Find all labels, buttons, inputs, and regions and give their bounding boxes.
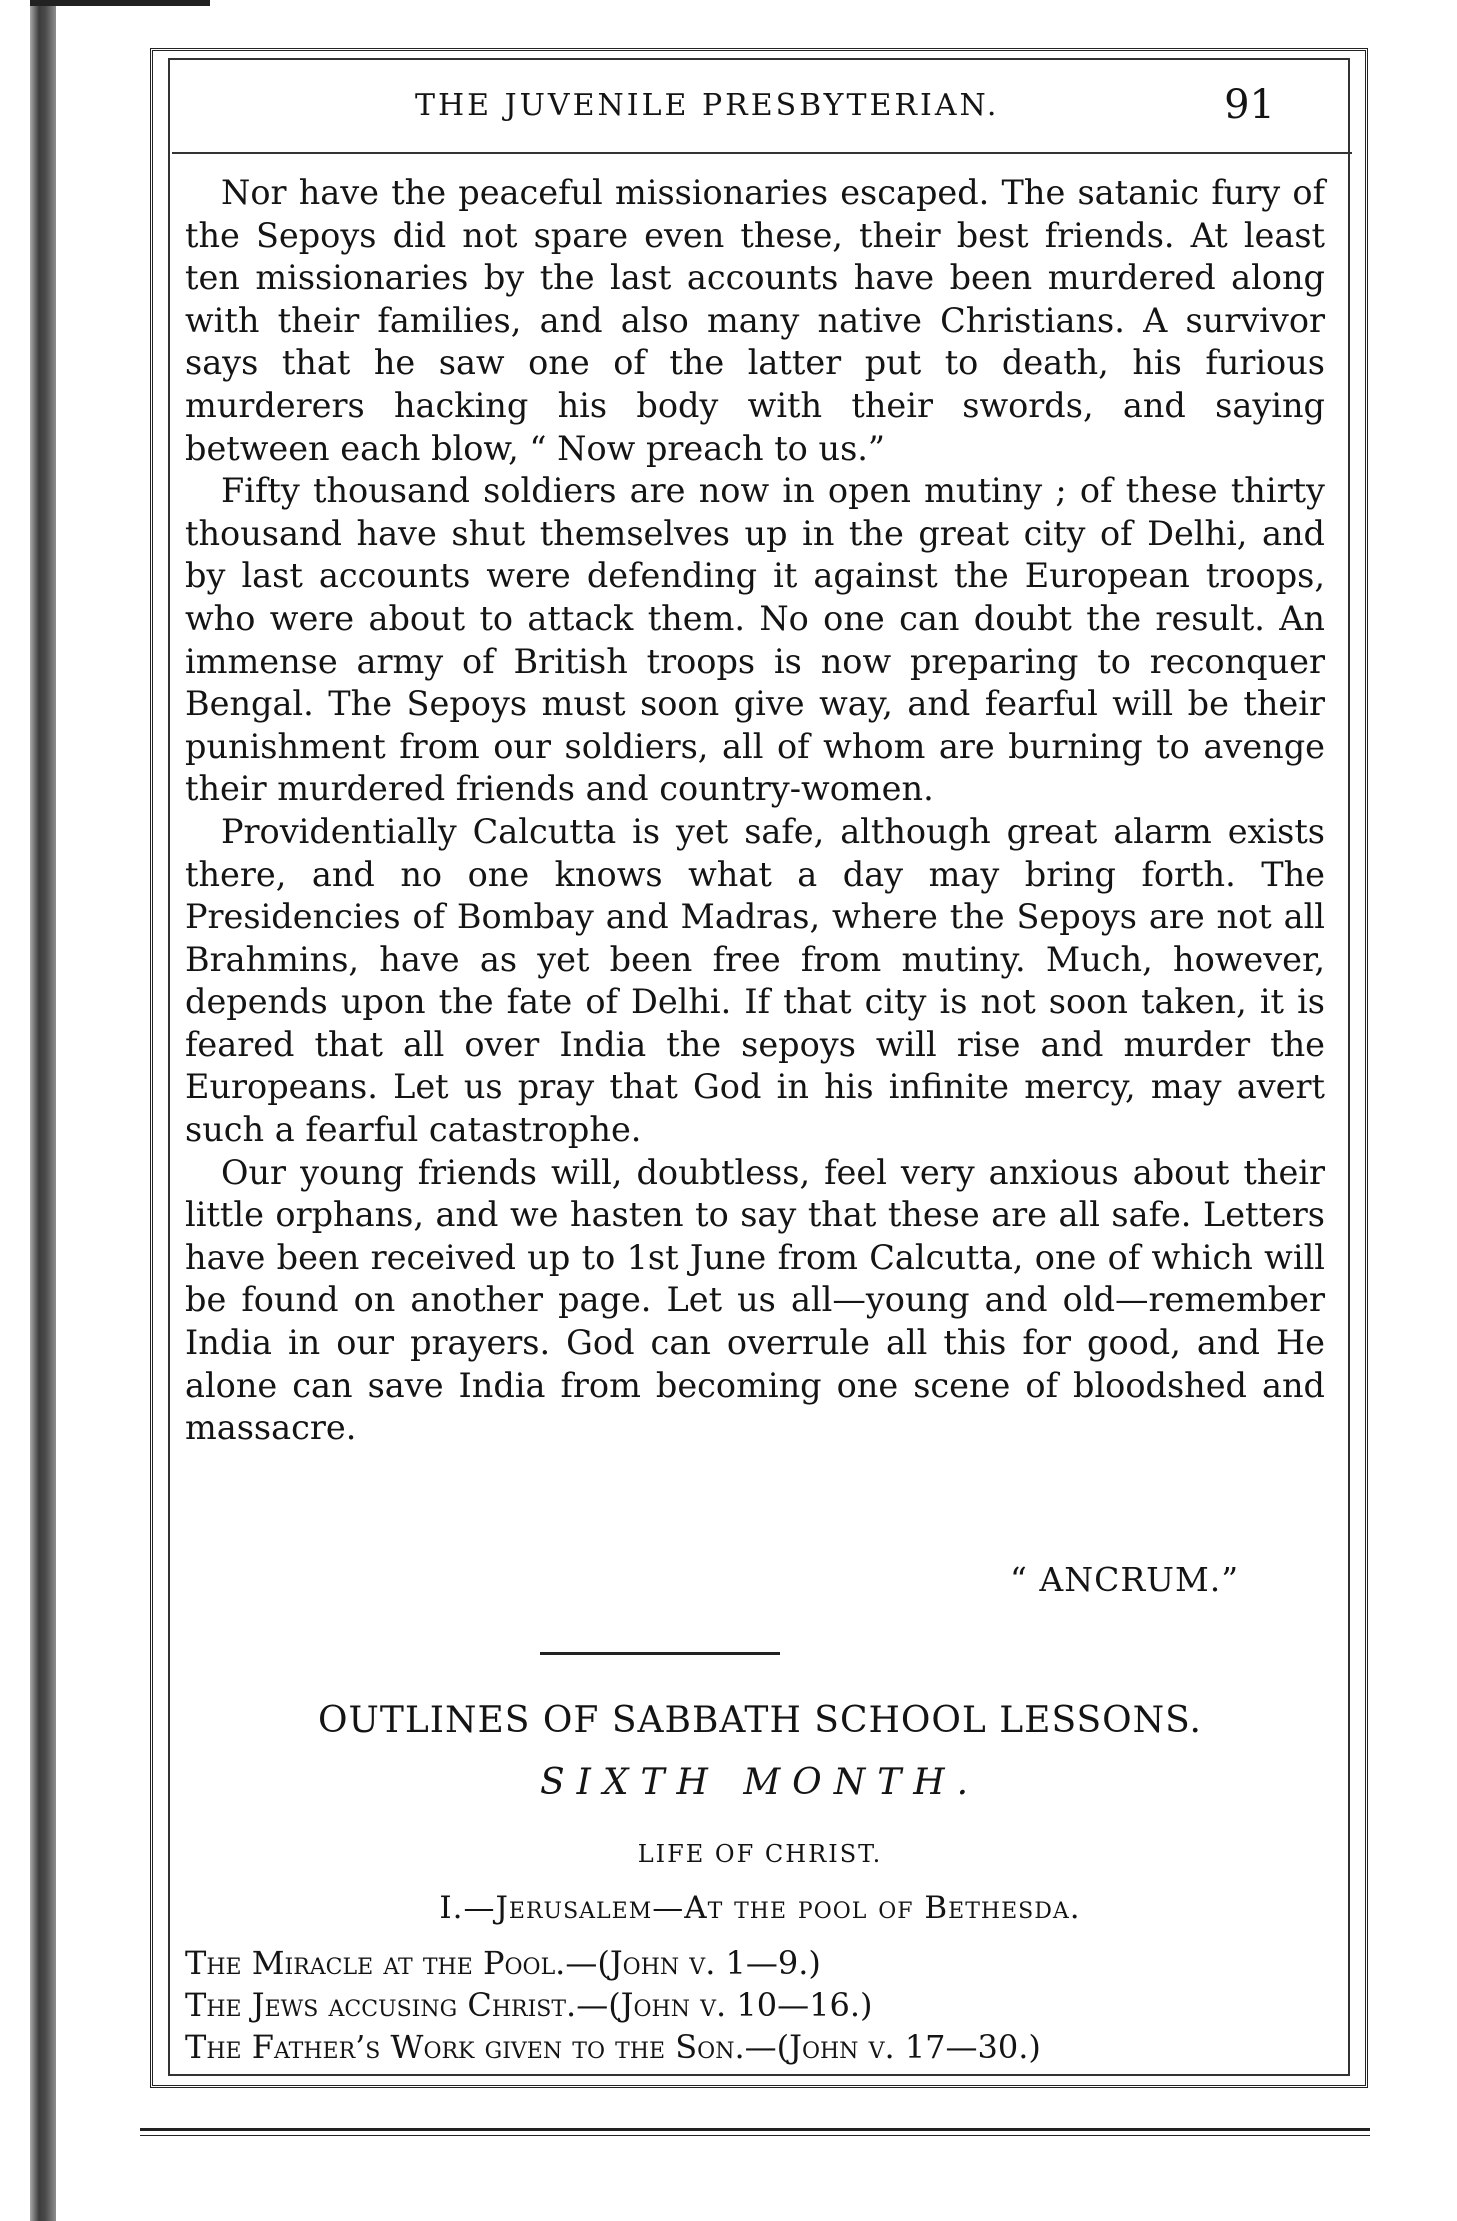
article-body	[185, 172, 1325, 1450]
running-title: THE JUVENILE PRESBYTERIAN.	[415, 88, 1000, 123]
article-paragraph: Our young friends will, doubtless, feel very anxious about their little orphans, and we hasten to say that these are all safe. Letters have been received up to 1st June from Calcutta, one of which will be found on another page. Let us all—young and old—remember India in our prayers. God can overrule all this for good, and He alone can save India from becoming one scene of bloodshed and massacre.	[185, 1152, 1325, 1448]
month-title: SIXTH MONTH.	[539, 1762, 981, 1803]
subject-title: LIFE OF CHRIST.	[637, 1840, 883, 1868]
section-divider	[540, 1652, 780, 1655]
page-number: 91	[1224, 82, 1275, 128]
binding-top-mark	[30, 0, 210, 6]
page-header	[175, 82, 1345, 142]
lessons-title: OUTLINES OF SABBATH SCHOOL LESSONS.	[318, 1700, 1202, 1741]
lesson-list	[185, 1942, 1335, 2068]
article-paragraph: Nor have the peaceful missionaries escaped. The satanic fury of the Sepoys did not spare even these, their best friends. At least ten missionaries by the last accounts have been murdered along with their families, and also many native Christians. A survivor says that he saw one of the latter put to death, his furious murderers hacking his body with their swords, and saying between each blow, “ Now preach to us.”	[185, 173, 1325, 468]
lesson-item: The Miracle at the Pool.—(John v. 1—9.)	[185, 1944, 821, 1982]
bottom-rule	[140, 2128, 1370, 2136]
article-paragraph: Fifty thousand soldiers are now in open mutiny ; of these thirty thousand have shut themselves up in the great city of Delhi, and by last accounts were defending it against the European troops, who were about to attack them. No one can doubt the result. An immense army of British troops is now preparing to reconquer Bengal. The Sepoys must soon give way, and fearful will be their punishment from our soldiers, all of whom are burning to avenge their murdered friends and country-women.	[185, 471, 1325, 809]
lesson-item: The Jews accusing Christ.—(John v. 10—16.)	[185, 1986, 873, 2024]
article-paragraph: Providentially Calcutta is yet safe, although great alarm exists there, and no one knows what a day may bring forth. The Presidencies of Bombay and Madras, where the Sepoys are not all Brahmins, have as yet been free from mutiny. Much, however, depends upon the fate of Delhi. If that city is not soon taken, it is feared that all over India the sepoys will rise and murder the Europeans. Let us pray that God in his infinite mercy, may avert such a fearful catastrophe.	[185, 811, 1325, 1150]
article-signature: “ ANCRUM.”	[1010, 1560, 1240, 1599]
header-rule	[172, 152, 1352, 154]
lesson-heading: I.—Jerusalem—At the pool of Bethesda.	[439, 1890, 1081, 1926]
book-binding-edge	[30, 0, 56, 2221]
lesson-item: The Father’s Work given to the Son.—(John v. 17—30.)	[185, 2028, 1041, 2066]
